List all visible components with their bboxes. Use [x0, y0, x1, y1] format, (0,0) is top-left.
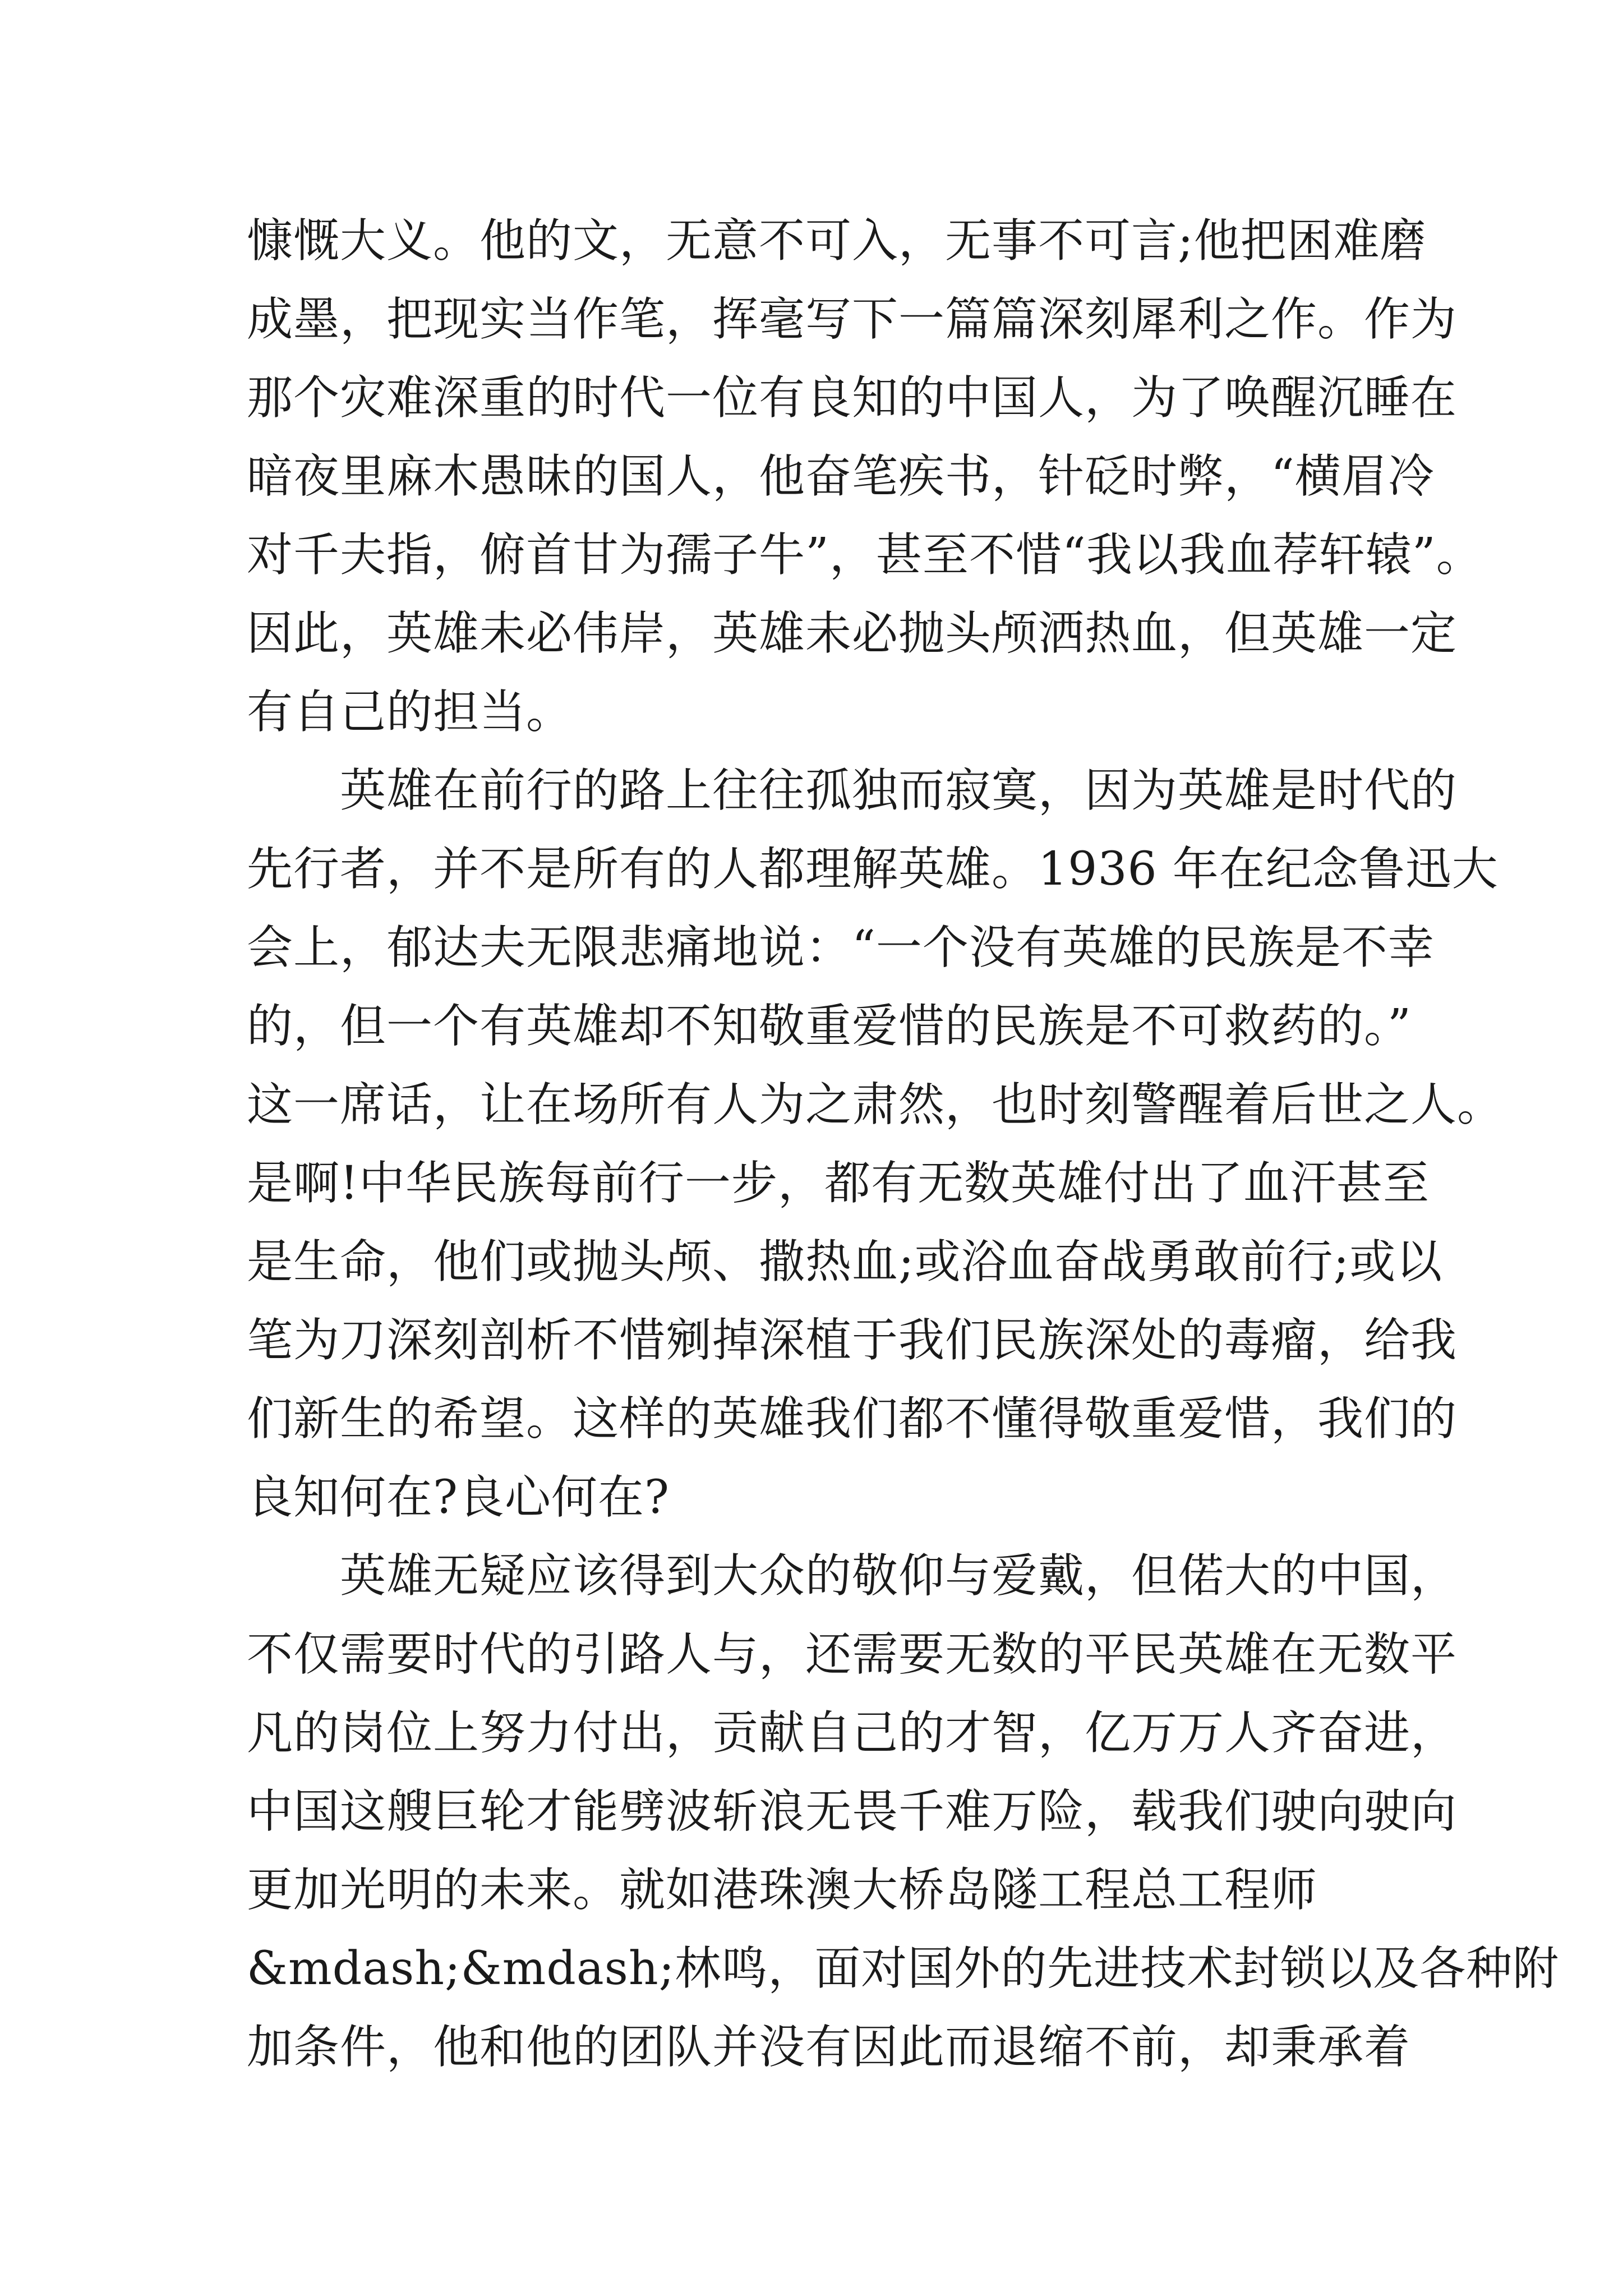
text-line: 凡的岗位上努力付出，贡献自己的才智，亿万万人齐奋进，: [247, 1706, 1458, 1760]
text-line: 良知何在?良心何在?: [247, 1471, 670, 1524]
text-line: 是啊!中华民族每前行一步，都有无数英雄付出了血汗甚至: [247, 1157, 1430, 1210]
text-line: 的，但一个有英雄却不知敬重爱惜的民族是不可救药的。”: [247, 1000, 1412, 1053]
text-line: 笔为刀深刻剖析不惜剜掉深植于我们民族深处的毒瘤，给我: [247, 1314, 1458, 1367]
text-line: 们新生的希望。这样的英雄我们都不懂得敬重爱惜，我们的: [247, 1392, 1458, 1446]
text-line: 这一席话，让在场所有人为之肃然，也时刻警醒着后世之人。: [247, 1078, 1504, 1131]
text-line: 对千夫指，俯首甘为孺子牛”，甚至不惜“我以我血荐轩辕”。: [247, 528, 1483, 582]
text-line: 更加光明的未来。就如港珠澳大桥岛隧工程总工程师: [247, 1864, 1318, 1917]
text-line: 因此，英雄未必伟岸，英雄未必抛头颅洒热血，但英雄一定: [247, 607, 1458, 660]
text-line: 那个灾难深重的时代一位有良知的中国人，为了唤醒沉睡在: [247, 371, 1458, 425]
text-line: 先行者，并不是所有的人都理解英雄。1936 年在纪念鲁迅大: [247, 843, 1498, 896]
text-line: 加条件，他和他的团队并没有因此而退缩不前，却秉承着: [247, 2021, 1411, 2074]
body-text: [247, 202, 1560, 2087]
text-line: 成墨，把现实当作笔，挥毫写下一篇篇深刻犀利之作。作为: [247, 293, 1458, 346]
text-line: 会上，郁达夫无限悲痛地说：“一个没有英雄的民族是不幸: [247, 921, 1435, 974]
text-line: 英雄在前行的路上往往孤独而寂寞，因为英雄是时代的: [247, 764, 1458, 817]
text-line: 慷慨大义。他的文，无意不可入，无事不可言;他把困难磨: [247, 214, 1427, 268]
text-line: 中国这艘巨轮才能劈波斩浪无畏千难万险，载我们驶向驶向: [247, 1785, 1458, 1838]
text-line: 英雄无疑应该得到大众的敬仰与爱戴，但偌大的中国，: [247, 1549, 1458, 1603]
text-line: &mdash;&mdash;林鸣，面对国外的先进技术封锁以及各种附: [247, 1942, 1560, 1995]
text-line: 暗夜里麻木愚昧的国人，他奋笔疾书，针砭时弊，“横眉冷: [247, 450, 1435, 503]
text-line: 不仅需要时代的引路人与，还需要无数的平民英雄在无数平: [247, 1628, 1458, 1681]
text-line: 是生命，他们或抛头颅、撒热血;或浴血奋战勇敢前行;或以: [247, 1235, 1443, 1289]
text-line: 有自己的担当。: [247, 685, 573, 739]
